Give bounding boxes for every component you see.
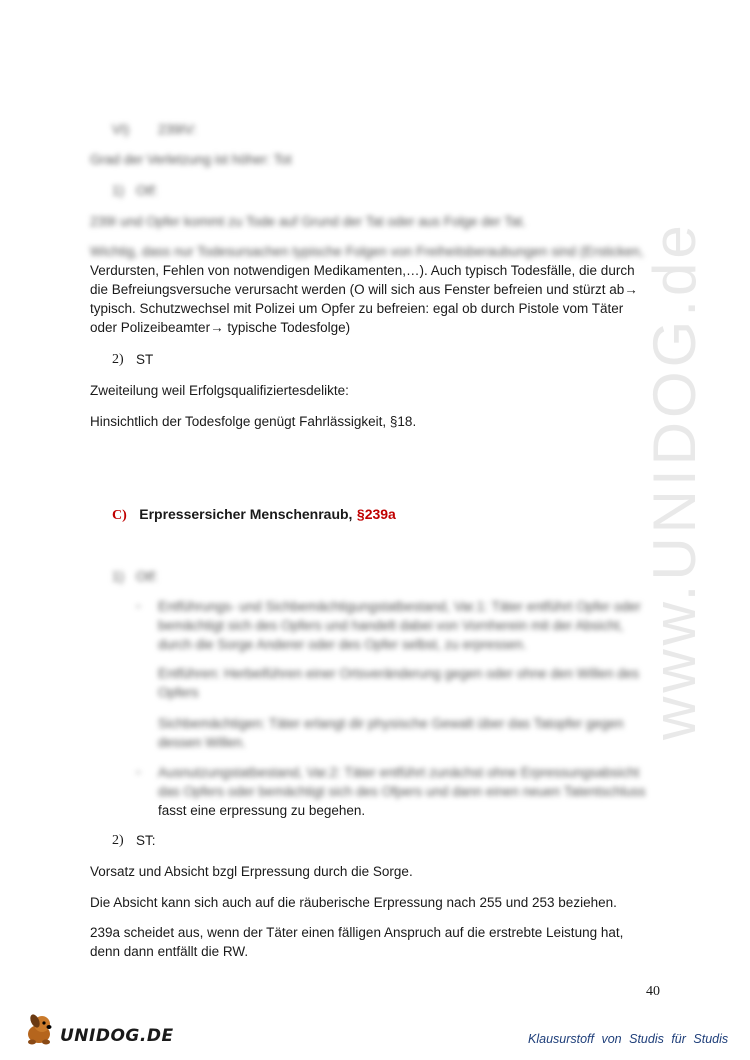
paragraph-5: Die Absicht kann sich auch auf die räuberische Erpressung nach 255 und 253 beziehen. <box>90 895 617 910</box>
bullet-4-dash: - <box>136 763 141 779</box>
paragraph-1-line-3: die Befreiungsversuche verursacht werden (O will sich aus Fenster befreien und stürzt ab→ <box>90 282 638 297</box>
paragraph-1-line-5: oder Polizeibeamter→ typische Todesfolge) <box>90 320 351 335</box>
c-item-1-text: Otf: <box>136 569 158 584</box>
item-1-text: Otf: <box>136 183 158 198</box>
paragraph-6-line-2: denn dann entfällt die RW. <box>90 944 249 959</box>
bullet-2-line-1: Entführen: Herbeiführen einer Ortsveränderung gegen oder ohne den Willen des <box>158 666 640 681</box>
paragraph-1-line-2: Verdursten, Fehlen von notwendigen Medikamenten,…). Auch typisch Todesfälle, die durch <box>90 263 635 278</box>
bullet-4-line-3: fasst eine erpressung zu begehen. <box>158 803 366 818</box>
item-vi-number: VI) <box>112 122 130 137</box>
item-vi-text: 239IV: <box>158 122 197 137</box>
bullet-1-line-3: durch die Sorge Anderer oder des Opfer selbst, zu erpressen. <box>158 637 527 652</box>
section-c-title: Erpressersicher Menschenraub, <box>139 506 353 522</box>
footer-logo <box>60 1026 174 1046</box>
footer-logo-text: UNIDOG.DE <box>60 1026 174 1046</box>
section-c-paragraph: §239a <box>356 506 396 522</box>
bullet-3-line-1: Sichbemächtigen: Täter erlangt dir physische Gewalt über das Tatopfer gegen <box>158 716 624 731</box>
footer-tagline: Klausurstoff von Studis für Studis <box>528 1032 729 1046</box>
item-2-number: 2) <box>112 352 124 367</box>
paragraph-2: Zweiteilung weil Erfolgsqualifiziertesdelikte: <box>90 383 349 398</box>
bullet-1-dash: - <box>136 597 141 613</box>
c-item-2-number: 2) <box>112 833 124 848</box>
blurred-line-3: Wichtig, dass nur Todesursachen typische Folgen von Freiheitsberaubungen sind (Ersticken, <box>90 244 644 259</box>
paragraph-4: Vorsatz und Absicht bzgl Erpressung durch die Sorge. <box>90 864 413 879</box>
bullet-3-line-2: dessen Willen. <box>158 735 246 750</box>
page-number: 40 <box>646 984 660 999</box>
blurred-line-2: 239I und Opfer kommt zu Tode auf Grund der Tat oder aus Folge der Tat. <box>90 214 527 229</box>
bullet-1-line-2: bemächtigt sich des Opfers und handelt dabei von Vornherein mit der Absicht, <box>158 618 624 633</box>
c-item-1-number: 1) <box>112 569 125 584</box>
dog-logo-icon <box>22 1012 58 1046</box>
bullet-1-line-1: Entführungs- und Sichbemächtigungstatbestand, Var.1: Täter entführt Opfer oder <box>158 599 641 614</box>
section-c-heading <box>112 506 396 524</box>
paragraph-3: Hinsichtlich der Todesfolge genügt Fahrlässigkeit, §18. <box>90 414 417 429</box>
watermark: www.UNIDOG.de <box>641 221 708 740</box>
item-2-label: ST <box>136 352 154 367</box>
section-c-letter: C) <box>112 508 127 523</box>
c-item-2-label: ST: <box>136 833 156 848</box>
item-1-number: 1) <box>112 183 125 198</box>
paragraph-6-line-1: 239a scheidet aus, wenn der Täter einen fälligen Anspruch auf die erstrebte Leistung hat, <box>90 925 624 940</box>
bullet-4-line-1: Ausnutzungstatbestand, Var.2: Täter entführt zunächst ohne Erpressungsabsicht <box>158 765 640 780</box>
bullet-4-line-2: das Opfers oder bemächtigt sich des Ofpers und dann einen neuen Tatentschluss <box>158 784 646 799</box>
blurred-line-1: Grad der Verletzung ist höher: Tot <box>90 152 292 167</box>
paragraph-1-line-4: typisch. Schutzwechsel mit Polizei um Opfer zu befreien: egal ob durch Pistole vom Täter <box>90 301 624 316</box>
bullet-2-line-2: Opfers <box>158 685 199 700</box>
